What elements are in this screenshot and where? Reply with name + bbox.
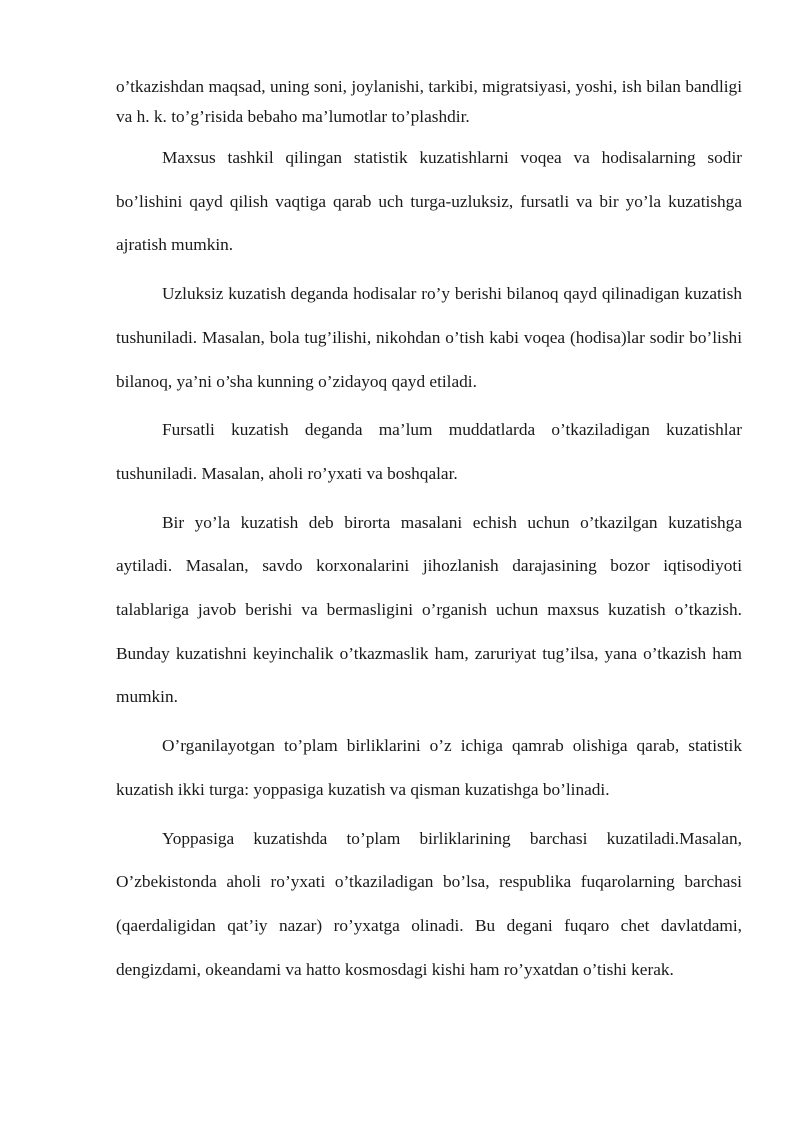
paragraph-one-time-observation: Bir yo’la kuzatish deb birorta masalani echish uchun o’tkazilgan kuzatishga aytiladi. Masalan, savdo korxonalarini jihozlanish darajasining bozor iqtisodiyoti talablariga javob berishi va bermasligini o’rganish uchun maxsus kuzatish o’tkazish. Bunday kuzatishni keyinchalik o’tkazmaslik ham, zaruriyat tug’ilsa, yana o’tkazish ham mumkin. xyxy=(116,512,742,707)
paragraph-continuation: o’tkazishdan maqsad, uning soni, joylanishi, tarkibi, migratsiyasi, yoshi, ish bilan bandligi va h. k. to’g’risida bebaho ma’lumotlar to’plashdir. xyxy=(116,77,742,126)
paragraph-coverage-types: O’rganilayotgan to’plam birliklarini o’z ichiga qamrab olishiga qarab, statistik kuzatish ikki turga: yoppasiga kuzatish va qisman kuzatishga bo’linadi. xyxy=(116,736,742,799)
paragraph-periodic-observation: Fursatli kuzatish deganda ma’lum muddatlarda o’tkaziladigan kuzatishlar tushuniladi. Masalan, aholi ro’yxati va boshqalar. xyxy=(116,420,742,483)
paragraph-observation-types: Maxsus tashkil qilingan statistik kuzatishlarni voqea va hodisalarning sodir bo’lishini qayd qilish vaqtiga qarab uch turga-uzluksiz, fursatli va bir yo’la kuzatishga ajratish mumkin. xyxy=(116,148,742,255)
paragraph-continuous-observation: Uzluksiz kuzatish deganda hodisalar ro’y berishi bilanoq qayd qilinadigan kuzatish tushuniladi. Masalan, bola tug’ilishi, nikohdan o’tish kabi voqea (hodisa)lar sodir bo’lishi bilanoq, ya’ni o’sha kunning o’zidayoq qayd etiladi. xyxy=(116,284,742,391)
paragraph-full-observation: Yoppasiga kuzatishda to’plam birliklarining barchasi kuzatiladi.Masalan, O’zbekistonda aholi ro’yxati o’tkaziladigan bo’lsa, respublika fuqarolarning barchasi (qaerdaligidan qat’iy nazar) ro’yxatga olinadi. Bu degani fuqaro chet davlatdami, dengizdami, okeandami va hatto kosmosdagi kishi ham ro’yxatdan o’tishi kerak. xyxy=(116,828,742,979)
document-page xyxy=(116,72,742,991)
